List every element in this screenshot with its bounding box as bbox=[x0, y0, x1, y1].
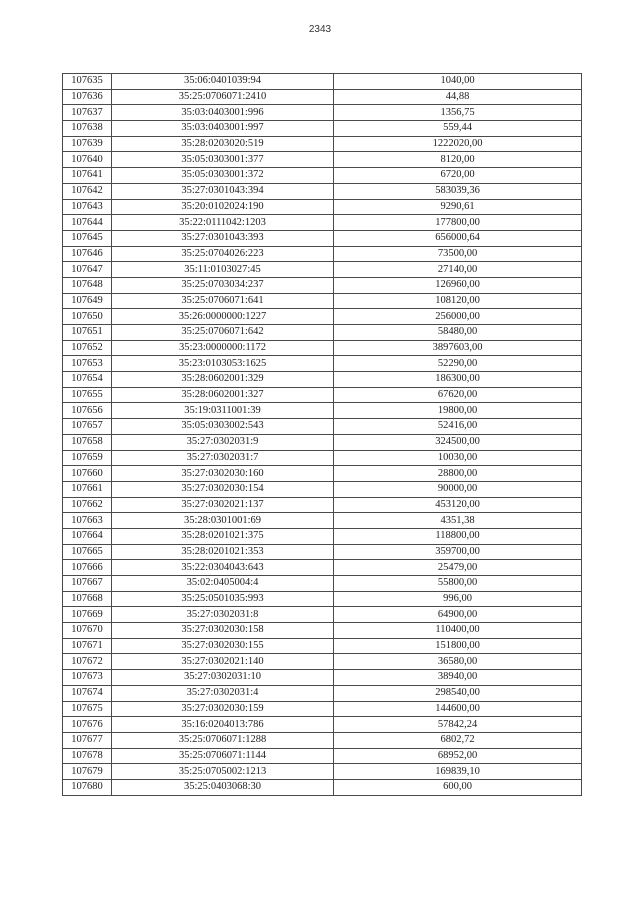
cadastral-value-cell: 28800,00 bbox=[334, 466, 582, 482]
cadastral-number-cell: 35:28:0201021:375 bbox=[112, 528, 334, 544]
cadastral-value-cell: 8120,00 bbox=[334, 152, 582, 168]
table-row bbox=[63, 262, 582, 278]
cadastral-number-cell: 35:25:0706071:642 bbox=[112, 325, 334, 341]
cadastral-value-cell: 67620,00 bbox=[334, 387, 582, 403]
cadastral-number-cell: 35:03:0403001:997 bbox=[112, 121, 334, 137]
row-number-cell: 107637 bbox=[63, 105, 112, 121]
table-row bbox=[63, 121, 582, 137]
cadastral-value-cell: 36580,00 bbox=[334, 654, 582, 670]
row-number-cell: 107642 bbox=[63, 183, 112, 199]
cadastral-number-cell: 35:23:0103053:1625 bbox=[112, 356, 334, 372]
cadastral-value-cell: 144600,00 bbox=[334, 701, 582, 717]
table-row bbox=[63, 528, 582, 544]
row-number-cell: 107650 bbox=[63, 309, 112, 325]
row-number-cell: 107659 bbox=[63, 450, 112, 466]
row-number-cell: 107656 bbox=[63, 403, 112, 419]
row-number-cell: 107671 bbox=[63, 638, 112, 654]
cadastral-number-cell: 35:16:0204013:786 bbox=[112, 717, 334, 733]
table-row bbox=[63, 215, 582, 231]
cadastral-value-cell: 559,44 bbox=[334, 121, 582, 137]
table-row bbox=[63, 623, 582, 639]
cadastral-number-cell: 35:28:0301001:69 bbox=[112, 513, 334, 529]
table-row bbox=[63, 199, 582, 215]
table-row bbox=[63, 230, 582, 246]
cadastral-value-cell: 6802,72 bbox=[334, 732, 582, 748]
row-number-cell: 107675 bbox=[63, 701, 112, 717]
table-row bbox=[63, 105, 582, 121]
cadastral-number-cell: 35:20:0102024:190 bbox=[112, 199, 334, 215]
table-row bbox=[63, 309, 582, 325]
cadastral-number-cell: 35:27:0302031:10 bbox=[112, 670, 334, 686]
cadastral-number-cell: 35:22:0304043:643 bbox=[112, 560, 334, 576]
table-row bbox=[63, 246, 582, 262]
cadastral-value-cell: 169839,10 bbox=[334, 764, 582, 780]
cadastral-number-cell: 35:25:0403068:30 bbox=[112, 779, 334, 795]
cadastral-value-cell: 126960,00 bbox=[334, 277, 582, 293]
cadastral-number-cell: 35:28:0602001:329 bbox=[112, 372, 334, 388]
table-row bbox=[63, 466, 582, 482]
row-number-cell: 107655 bbox=[63, 387, 112, 403]
cadastral-value-cell: 55800,00 bbox=[334, 576, 582, 592]
row-number-cell: 107654 bbox=[63, 372, 112, 388]
table-row bbox=[63, 293, 582, 309]
table-row bbox=[63, 685, 582, 701]
row-number-cell: 107661 bbox=[63, 481, 112, 497]
cadastral-number-cell: 35:25:0706071:2410 bbox=[112, 89, 334, 105]
cadastral-number-cell: 35:27:0302031:7 bbox=[112, 450, 334, 466]
row-number-cell: 107660 bbox=[63, 466, 112, 482]
row-number-cell: 107657 bbox=[63, 419, 112, 435]
row-number-cell: 107652 bbox=[63, 340, 112, 356]
table-row bbox=[63, 748, 582, 764]
cadastral-number-cell: 35:27:0302031:9 bbox=[112, 434, 334, 450]
table-row bbox=[63, 74, 582, 90]
row-number-cell: 107653 bbox=[63, 356, 112, 372]
cadastral-number-cell: 35:28:0201021:353 bbox=[112, 544, 334, 560]
table-row bbox=[63, 764, 582, 780]
cadastral-number-cell: 35:27:0302031:4 bbox=[112, 685, 334, 701]
cadastral-number-cell: 35:19:0311001:39 bbox=[112, 403, 334, 419]
cadastral-number-cell: 35:27:0302030:159 bbox=[112, 701, 334, 717]
cadastral-number-cell: 35:27:0302021:137 bbox=[112, 497, 334, 513]
cadastral-value-cell: 1040,00 bbox=[334, 74, 582, 90]
table-row bbox=[63, 497, 582, 513]
row-number-cell: 107664 bbox=[63, 528, 112, 544]
cadastral-number-cell: 35:28:0203020:519 bbox=[112, 136, 334, 152]
cadastral-value-cell: 3897603,00 bbox=[334, 340, 582, 356]
row-number-cell: 107677 bbox=[63, 732, 112, 748]
cadastral-number-cell: 35:28:0602001:327 bbox=[112, 387, 334, 403]
table-row bbox=[63, 89, 582, 105]
cadastral-value-cell: 256000,00 bbox=[334, 309, 582, 325]
table-row bbox=[63, 277, 582, 293]
row-number-cell: 107640 bbox=[63, 152, 112, 168]
row-number-cell: 107639 bbox=[63, 136, 112, 152]
cadastral-number-cell: 35:27:0302030:155 bbox=[112, 638, 334, 654]
table-row bbox=[63, 372, 582, 388]
row-number-cell: 107670 bbox=[63, 623, 112, 639]
table-row bbox=[63, 152, 582, 168]
row-number-cell: 107646 bbox=[63, 246, 112, 262]
cadastral-value-cell: 298540,00 bbox=[334, 685, 582, 701]
cadastral-number-cell: 35:26:0000000:1227 bbox=[112, 309, 334, 325]
cadastral-number-cell: 35:03:0403001:996 bbox=[112, 105, 334, 121]
table-row bbox=[63, 654, 582, 670]
cadastral-value-cell: 38940,00 bbox=[334, 670, 582, 686]
cadastral-value-cell: 6720,00 bbox=[334, 168, 582, 184]
row-number-cell: 107672 bbox=[63, 654, 112, 670]
row-number-cell: 107666 bbox=[63, 560, 112, 576]
table-row bbox=[63, 481, 582, 497]
cadastral-number-cell: 35:27:0302021:140 bbox=[112, 654, 334, 670]
row-number-cell: 107658 bbox=[63, 434, 112, 450]
row-number-cell: 107643 bbox=[63, 199, 112, 215]
cadastral-number-cell: 35:11:0103027:45 bbox=[112, 262, 334, 278]
row-number-cell: 107644 bbox=[63, 215, 112, 231]
row-number-cell: 107676 bbox=[63, 717, 112, 733]
cadastral-value-cell: 108120,00 bbox=[334, 293, 582, 309]
cadastral-value-table bbox=[62, 73, 582, 796]
table-row bbox=[63, 576, 582, 592]
cadastral-number-cell: 35:25:0706071:1144 bbox=[112, 748, 334, 764]
row-number-cell: 107668 bbox=[63, 591, 112, 607]
cadastral-number-cell: 35:05:0303001:372 bbox=[112, 168, 334, 184]
row-number-cell: 107636 bbox=[63, 89, 112, 105]
cadastral-value-cell: 19800,00 bbox=[334, 403, 582, 419]
table-row bbox=[63, 732, 582, 748]
table-row bbox=[63, 450, 582, 466]
cadastral-value-cell: 10030,00 bbox=[334, 450, 582, 466]
cadastral-number-cell: 35:25:0703034:237 bbox=[112, 277, 334, 293]
cadastral-value-cell: 9290,61 bbox=[334, 199, 582, 215]
cadastral-value-cell: 4351,38 bbox=[334, 513, 582, 529]
table-body bbox=[63, 74, 582, 796]
cadastral-value-cell: 110400,00 bbox=[334, 623, 582, 639]
row-number-cell: 107638 bbox=[63, 121, 112, 137]
table-row bbox=[63, 387, 582, 403]
table-row bbox=[63, 607, 582, 623]
cadastral-value-cell: 25479,00 bbox=[334, 560, 582, 576]
cadastral-number-cell: 35:27:0302030:160 bbox=[112, 466, 334, 482]
cadastral-number-cell: 35:27:0302031:8 bbox=[112, 607, 334, 623]
cadastral-value-cell: 177800,00 bbox=[334, 215, 582, 231]
cadastral-value-cell: 600,00 bbox=[334, 779, 582, 795]
cadastral-number-cell: 35:23:0000000:1172 bbox=[112, 340, 334, 356]
cadastral-value-cell: 453120,00 bbox=[334, 497, 582, 513]
cadastral-number-cell: 35:25:0706071:641 bbox=[112, 293, 334, 309]
cadastral-number-cell: 35:22:0111042:1203 bbox=[112, 215, 334, 231]
row-number-cell: 107673 bbox=[63, 670, 112, 686]
cadastral-number-cell: 35:27:0302030:158 bbox=[112, 623, 334, 639]
page-number: 2343 bbox=[308, 24, 332, 35]
table-row bbox=[63, 168, 582, 184]
cadastral-value-cell: 656000,64 bbox=[334, 230, 582, 246]
cadastral-value-cell: 52416,00 bbox=[334, 419, 582, 435]
table-row bbox=[63, 670, 582, 686]
table-row bbox=[63, 591, 582, 607]
cadastral-value-cell: 1356,75 bbox=[334, 105, 582, 121]
cadastral-value-cell: 359700,00 bbox=[334, 544, 582, 560]
row-number-cell: 107647 bbox=[63, 262, 112, 278]
cadastral-value-cell: 57842,24 bbox=[334, 717, 582, 733]
cadastral-value-cell: 186300,00 bbox=[334, 372, 582, 388]
table-row bbox=[63, 419, 582, 435]
table-row bbox=[63, 403, 582, 419]
cadastral-value-cell: 68952,00 bbox=[334, 748, 582, 764]
row-number-cell: 107641 bbox=[63, 168, 112, 184]
table-row bbox=[63, 356, 582, 372]
row-number-cell: 107648 bbox=[63, 277, 112, 293]
row-number-cell: 107680 bbox=[63, 779, 112, 795]
cadastral-value-cell: 73500,00 bbox=[334, 246, 582, 262]
row-number-cell: 107674 bbox=[63, 685, 112, 701]
cadastral-value-cell: 90000,00 bbox=[334, 481, 582, 497]
row-number-cell: 107662 bbox=[63, 497, 112, 513]
cadastral-number-cell: 35:27:0301043:393 bbox=[112, 230, 334, 246]
cadastral-value-cell: 52290,00 bbox=[334, 356, 582, 372]
table-row bbox=[63, 183, 582, 199]
cadastral-number-cell: 35:25:0704026:223 bbox=[112, 246, 334, 262]
cadastral-number-cell: 35:06:0401039:94 bbox=[112, 74, 334, 90]
table-row bbox=[63, 560, 582, 576]
row-number-cell: 107663 bbox=[63, 513, 112, 529]
row-number-cell: 107635 bbox=[63, 74, 112, 90]
table-row bbox=[63, 325, 582, 341]
row-number-cell: 107649 bbox=[63, 293, 112, 309]
row-number-cell: 107651 bbox=[63, 325, 112, 341]
cadastral-number-cell: 35:25:0501035:993 bbox=[112, 591, 334, 607]
cadastral-number-cell: 35:27:0301043:394 bbox=[112, 183, 334, 199]
row-number-cell: 107678 bbox=[63, 748, 112, 764]
cadastral-value-cell: 151800,00 bbox=[334, 638, 582, 654]
cadastral-number-cell: 35:05:0303002:543 bbox=[112, 419, 334, 435]
cadastral-value-cell: 118800,00 bbox=[334, 528, 582, 544]
cadastral-number-cell: 35:25:0705002:1213 bbox=[112, 764, 334, 780]
cadastral-value-cell: 996,00 bbox=[334, 591, 582, 607]
row-number-cell: 107667 bbox=[63, 576, 112, 592]
cadastral-value-cell: 27140,00 bbox=[334, 262, 582, 278]
table-row bbox=[63, 701, 582, 717]
cadastral-number-cell: 35:25:0706071:1288 bbox=[112, 732, 334, 748]
row-number-cell: 107645 bbox=[63, 230, 112, 246]
cadastral-value-cell: 1222020,00 bbox=[334, 136, 582, 152]
row-number-cell: 107669 bbox=[63, 607, 112, 623]
table-row bbox=[63, 434, 582, 450]
table-row bbox=[63, 136, 582, 152]
cadastral-number-cell: 35:02:0405004:4 bbox=[112, 576, 334, 592]
cadastral-value-cell: 58480,00 bbox=[334, 325, 582, 341]
table-row bbox=[63, 638, 582, 654]
cadastral-number-cell: 35:05:0303001:377 bbox=[112, 152, 334, 168]
table-row bbox=[63, 513, 582, 529]
cadastral-value-cell: 44,88 bbox=[334, 89, 582, 105]
row-number-cell: 107679 bbox=[63, 764, 112, 780]
table-row bbox=[63, 544, 582, 560]
table-row bbox=[63, 340, 582, 356]
table-row bbox=[63, 779, 582, 795]
row-number-cell: 107665 bbox=[63, 544, 112, 560]
cadastral-value-cell: 324500,00 bbox=[334, 434, 582, 450]
cadastral-number-cell: 35:27:0302030:154 bbox=[112, 481, 334, 497]
table-row bbox=[63, 717, 582, 733]
cadastral-value-cell: 64900,00 bbox=[334, 607, 582, 623]
cadastral-value-cell: 583039,36 bbox=[334, 183, 582, 199]
